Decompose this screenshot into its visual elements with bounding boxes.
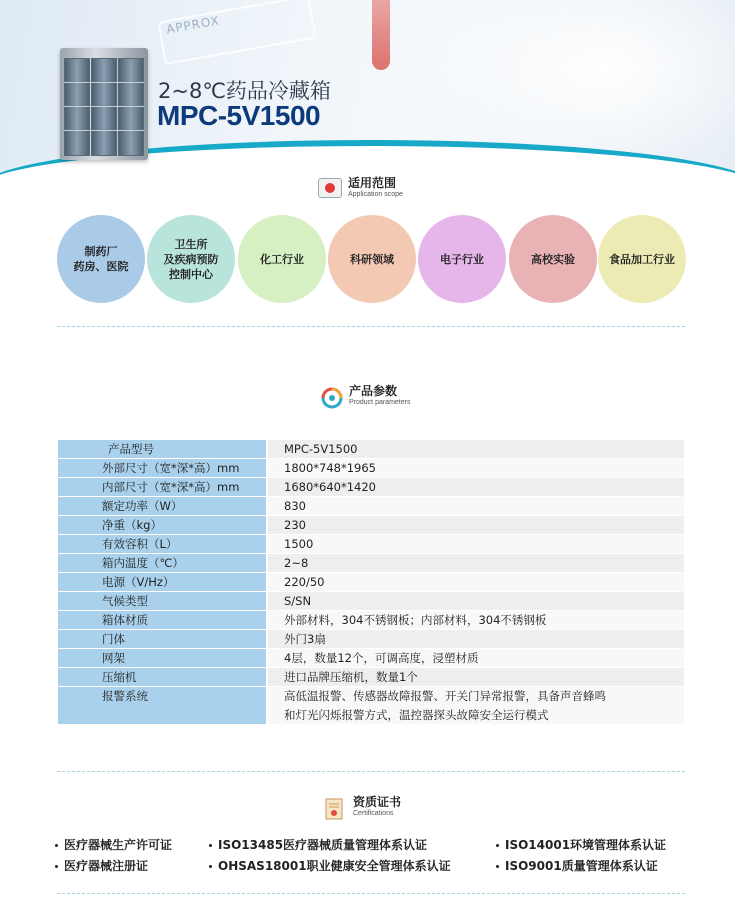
scope-subtitle: Application scope bbox=[348, 191, 403, 198]
scope-item-label: 卫生所 bbox=[174, 237, 208, 251]
scope-item bbox=[57, 215, 145, 303]
background-label: APPROX bbox=[165, 13, 221, 37]
param-value: 进口品牌压缩机，数量1个 bbox=[266, 668, 684, 687]
param-value-line: 和灯光闪烁报警方式，温控器探头故障安全运行模式 bbox=[284, 708, 549, 722]
divider bbox=[57, 771, 685, 772]
cert-label: ISO13485医疗器械质量管理体系认证 bbox=[218, 838, 428, 852]
param-key: 产品型号 bbox=[58, 440, 266, 459]
scope-item-label: 化工行业 bbox=[260, 252, 304, 266]
param-key: 内部尺寸（宽*深*高）mm bbox=[58, 478, 266, 497]
parameters-icon bbox=[321, 387, 343, 405]
product-title: 2~8℃药品冷藏箱 bbox=[158, 79, 331, 103]
param-key: 压缩机 bbox=[58, 668, 266, 687]
param-key: 电源（V/Hz） bbox=[58, 573, 266, 592]
param-row bbox=[58, 611, 684, 630]
divider bbox=[57, 326, 685, 327]
param-key: 箱体材质 bbox=[58, 611, 266, 630]
bullet-icon bbox=[209, 844, 212, 847]
scope-item-label: 制药厂 bbox=[84, 245, 118, 258]
scope-item bbox=[238, 215, 326, 303]
param-value: 1680*640*1420 bbox=[266, 478, 684, 497]
scope-title: 适用范围 bbox=[348, 176, 397, 190]
param-key: 有效容积（L） bbox=[58, 535, 266, 554]
scope-item bbox=[598, 215, 686, 303]
refrigerator-product-image bbox=[60, 48, 148, 160]
scope-item-label: 高校实验 bbox=[531, 252, 575, 266]
scope-item bbox=[509, 215, 597, 303]
scope-item-label: 控制中心 bbox=[169, 267, 213, 281]
cert-item bbox=[55, 857, 148, 874]
param-value: 2~8 bbox=[266, 554, 684, 573]
params-subtitle: Product parameters bbox=[349, 399, 411, 406]
param-value: MPC-5V1500 bbox=[266, 440, 684, 459]
params-title: 产品参数 bbox=[349, 384, 398, 398]
test-tube-decoration bbox=[372, 0, 390, 70]
cert-label: 医疗器械生产许可证 bbox=[64, 838, 173, 852]
param-value: 4层，数量12个，可调高度，浸塑材质 bbox=[266, 649, 684, 668]
scope-item-label: 电子行业 bbox=[440, 252, 484, 266]
bullet-icon bbox=[496, 844, 499, 847]
param-row bbox=[58, 535, 684, 554]
param-row bbox=[58, 554, 684, 573]
param-value: 220/50 bbox=[266, 573, 684, 592]
product-model: MPC-5V1500 bbox=[157, 100, 321, 131]
medical-kit-icon bbox=[318, 178, 342, 198]
scope-item-label: 药房、医院 bbox=[73, 260, 129, 273]
param-value: 830 bbox=[266, 497, 684, 516]
cert-item bbox=[496, 857, 658, 874]
param-key: 箱内温度（℃） bbox=[58, 554, 266, 573]
params-header bbox=[321, 384, 410, 408]
param-key: 外部尺寸（宽*深*高）mm bbox=[58, 459, 266, 478]
bullet-icon bbox=[55, 865, 58, 868]
cert-item bbox=[209, 836, 427, 853]
cert-item bbox=[55, 836, 172, 853]
param-row bbox=[58, 440, 684, 459]
param-row bbox=[58, 687, 684, 725]
certs-title: 资质证书 bbox=[353, 795, 402, 809]
cert-label: ISO14001环境管理体系认证 bbox=[505, 838, 667, 852]
certificate-icon bbox=[325, 798, 347, 816]
scope-header bbox=[318, 176, 403, 200]
param-key: 门体 bbox=[58, 630, 266, 649]
scope-item bbox=[328, 215, 416, 303]
scope-item bbox=[147, 215, 235, 303]
cert-item bbox=[496, 836, 666, 853]
param-row bbox=[58, 478, 684, 497]
param-key: 报警系统 bbox=[58, 687, 266, 725]
param-value: 1800*748*1965 bbox=[266, 459, 684, 478]
param-row bbox=[58, 516, 684, 535]
param-key: 额定功率（W） bbox=[58, 497, 266, 516]
bullet-icon bbox=[496, 865, 499, 868]
param-value bbox=[266, 687, 684, 725]
param-row bbox=[58, 630, 684, 649]
param-value: 230 bbox=[266, 516, 684, 535]
hero-banner bbox=[0, 0, 735, 185]
params-table bbox=[58, 440, 684, 725]
param-row bbox=[58, 649, 684, 668]
param-row bbox=[58, 459, 684, 478]
param-row bbox=[58, 497, 684, 516]
param-value: S/SN bbox=[266, 592, 684, 611]
cert-label: ISO9001质量管理体系认证 bbox=[505, 859, 658, 873]
param-value-line: 高低温报警、传感器故障报警、开关门异常报警，具备声音蜂鸣 bbox=[284, 689, 606, 703]
scope-item bbox=[418, 215, 506, 303]
cert-label: OHSAS18001职业健康安全管理体系认证 bbox=[218, 859, 451, 873]
param-key: 网架 bbox=[58, 649, 266, 668]
divider bbox=[57, 893, 685, 894]
scope-item-label: 及疾病预防 bbox=[163, 252, 219, 266]
cert-item bbox=[209, 857, 451, 874]
cert-label: 医疗器械注册证 bbox=[64, 859, 149, 873]
param-key: 气候类型 bbox=[58, 592, 266, 611]
certs-subtitle: Certifications bbox=[353, 810, 394, 817]
param-row bbox=[58, 592, 684, 611]
param-row bbox=[58, 668, 684, 687]
certs-header bbox=[325, 795, 401, 819]
param-key: 净重（kg） bbox=[58, 516, 266, 535]
param-value: 外部材料，304不锈钢板；内部材料，304不锈钢板 bbox=[266, 611, 684, 630]
bullet-icon bbox=[55, 844, 58, 847]
scope-item-label: 科研领域 bbox=[350, 252, 394, 266]
param-row bbox=[58, 573, 684, 592]
bullet-icon bbox=[209, 865, 212, 868]
param-value: 1500 bbox=[266, 535, 684, 554]
param-value: 外门3扇 bbox=[266, 630, 684, 649]
scope-item-label: 食品加工行业 bbox=[609, 252, 675, 266]
